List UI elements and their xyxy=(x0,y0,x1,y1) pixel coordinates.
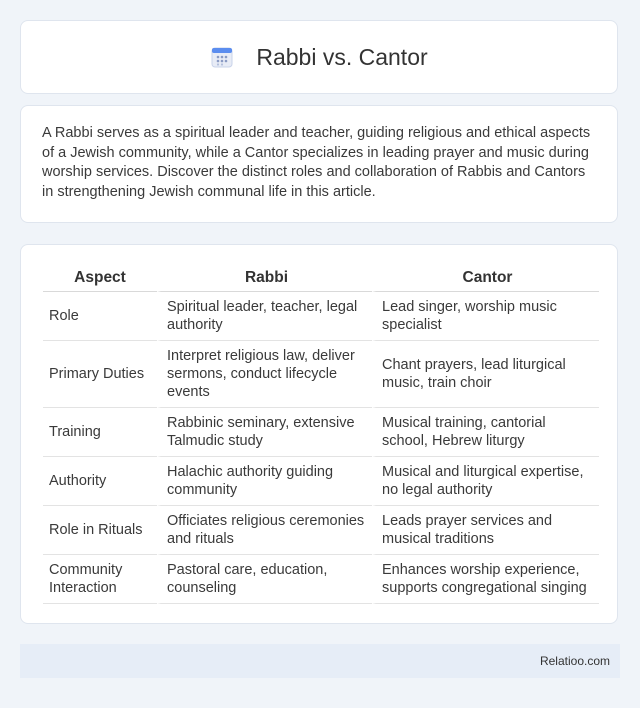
cell-rabbi: Interpret religious law, deliver sermons, conduct lifecycle events xyxy=(157,341,372,408)
page-title: Rabbi vs. Cantor xyxy=(256,43,428,70)
table-row xyxy=(43,506,599,555)
table-row xyxy=(43,555,599,604)
cell-rabbi: Halachic authority guiding community xyxy=(157,457,372,506)
header-aspect: Aspect xyxy=(43,265,157,292)
cell-cantor: Musical training, cantorial school, Hebrew liturgy xyxy=(372,408,599,457)
table-row xyxy=(43,457,599,506)
cell-rabbi: Officiates religious ceremonies and rituals xyxy=(157,506,372,555)
table-row xyxy=(43,341,599,408)
cell-rabbi: Pastoral care, education, counseling xyxy=(157,555,372,604)
intro-card xyxy=(20,105,618,223)
cell-aspect: Role in Rituals xyxy=(43,506,157,555)
cell-cantor: Leads prayer services and musical traditions xyxy=(372,506,599,555)
cell-rabbi: Spiritual leader, teacher, legal authority xyxy=(157,292,372,341)
cell-cantor: Musical and liturgical expertise, no legal authority xyxy=(372,457,599,506)
table-header-row xyxy=(43,265,599,292)
footer-site-name: Relatioo.com xyxy=(539,654,610,668)
comparison-card xyxy=(20,244,618,624)
header-rabbi: Rabbi xyxy=(157,265,372,292)
intro-paragraph: A Rabbi serves as a spiritual leader and teacher, guiding religious and ethical aspects of a Jewish community, while a Cantor specializes in leading prayer and music during worship services. Discover the distinct roles and collaboration of Rabbis and Cantors in strengthening Jewish communal life in this article. xyxy=(42,125,591,200)
title-card xyxy=(20,20,618,94)
table-row xyxy=(43,292,599,341)
cell-aspect: Role xyxy=(43,292,157,341)
cell-aspect: Authority xyxy=(43,457,157,506)
header-cantor: Cantor xyxy=(372,265,599,292)
cell-aspect: Training xyxy=(43,408,157,457)
cell-aspect: Community Interaction xyxy=(43,555,157,604)
cell-rabbi: Rabbinic seminary, extensive Talmudic study xyxy=(157,408,372,457)
cell-cantor: Lead singer, worship music specialist xyxy=(372,292,599,341)
table-row xyxy=(43,408,599,457)
comparison-table xyxy=(43,265,599,604)
footer xyxy=(20,644,620,678)
cell-cantor: Chant prayers, lead liturgical music, train choir xyxy=(372,341,599,408)
cell-cantor: Enhances worship experience, supports congregational singing xyxy=(372,555,599,604)
cell-aspect: Primary Duties xyxy=(43,341,157,408)
calendar-icon xyxy=(210,45,234,69)
